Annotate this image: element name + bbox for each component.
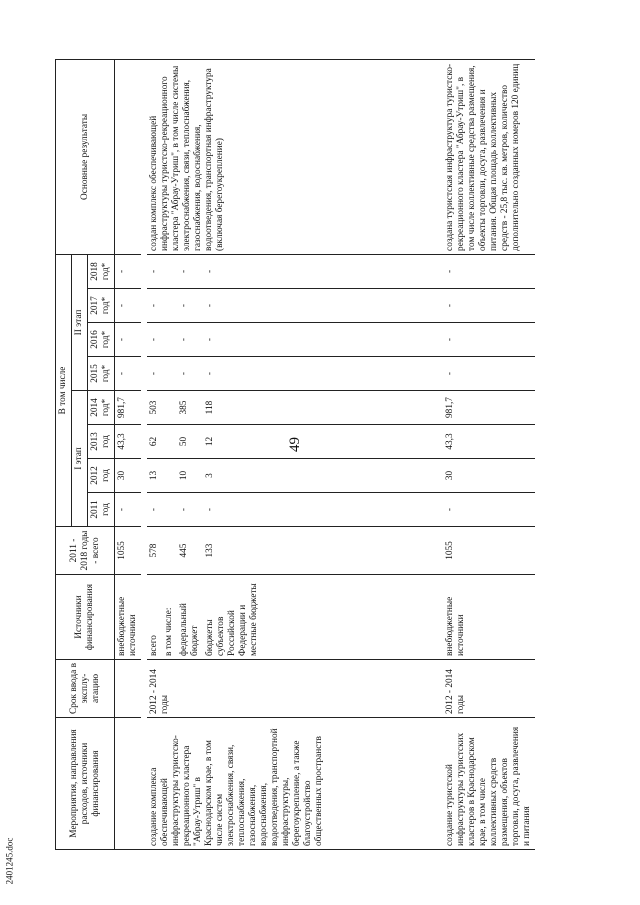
cell-measure: создание комплекса обеспечивающей инфраструктуры туристско-рекреационного кластера "Абрау-Утриш" в Краснодарском крае, в том числе систем электроснабжения, связи, теплоснабжения, газоснабжения, водоснабжения, водоотведения, транспортной инфраструктуры, берегоукрепление, а также благоустройство общественных пространств: [147, 718, 443, 850]
cell-total: 1055: [115, 527, 142, 575]
cell-term: 2012 - 2014 годы: [443, 660, 535, 718]
cell-2016: -: [177, 323, 203, 357]
cell-2015: [162, 357, 177, 391]
cell-2012: 10: [177, 459, 203, 493]
cell-source: всего: [147, 575, 162, 660]
cell-2018: -: [147, 254, 162, 288]
cell-result: создана туристская инфраструктура туристско-рекреационного кластера "Абрау-Утриш", в том числе коллективные средства размещения, объекты торговли, досуга, развлечения и питания. Общая площадь коллективных средств - 25,8 тыс. кв. метров, количество дополнительно созданных номеров 120 единиц: [443, 59, 535, 254]
cell-2011: -: [177, 493, 203, 527]
cell-source: бюджеты субъектов Российской Федерации и местные бюджеты: [203, 575, 443, 660]
header-stage-1: I этап: [72, 391, 88, 527]
header-year-2011: 2011 год: [88, 493, 115, 527]
cell-source: федеральный бюджет: [177, 575, 203, 660]
cell-2014: 981,7: [115, 391, 142, 425]
cell-measure: создание туристской инфраструктуры туристских кластеров в Краснодарском крае, в том числе коллективных средств размещения, объектов торговли, досуга, развлечения и питания: [443, 718, 535, 850]
header-year-2018: 2018 год*: [88, 254, 115, 288]
cell-result: создан комплекс обеспечивающей инфраструктуры туристско-рекреационного кластера "Абрау-Утриш", в том числе системы электроснабжения, связи, теплоснабжения, газоснабжения, водоснабжения, водоотведения, транспортная инфраструктура (включая берегоукрепление): [147, 59, 443, 254]
header-year-2014: 2014 год*: [88, 391, 115, 425]
cell-2014: 118: [203, 391, 443, 425]
cell-2013: 12: [203, 425, 443, 459]
cell-2011: -: [443, 493, 535, 527]
cell-source: в том числе:: [162, 575, 177, 660]
cell-2012: 13: [147, 459, 162, 493]
header-year-2013: 2013 год: [88, 425, 115, 459]
cell-2014: 385: [177, 391, 203, 425]
cell-2016: [162, 323, 177, 357]
cell-2015: -: [115, 357, 142, 391]
cell-2018: -: [177, 254, 203, 288]
cell-term: 2012 - 2014 годы: [147, 660, 443, 718]
header-including: В том числе: [56, 254, 72, 526]
cell-2013: 43,3: [115, 425, 142, 459]
cell-source: внебюджетные источники: [443, 575, 535, 660]
cell-2014: [162, 391, 177, 425]
cell-total: [162, 527, 177, 575]
cell-2012: 3: [203, 459, 443, 493]
cell-2016: -: [147, 323, 162, 357]
cell-2018: -: [115, 254, 142, 288]
header-total: 2011 - 2018 годы - всего: [56, 527, 115, 575]
cell-result: [115, 59, 142, 254]
header-measure: Мероприятия, направления расходов, источники финансирования: [56, 718, 115, 850]
cell-2014: 981,7: [443, 391, 535, 425]
cell-2018: [162, 254, 177, 288]
cell-2012: 30: [443, 459, 535, 493]
cell-2013: 62: [147, 425, 162, 459]
cell-2017: -: [147, 289, 162, 323]
cell-total: 1055: [443, 527, 535, 575]
cell-term: [115, 660, 142, 718]
cell-measure: [115, 718, 142, 850]
cell-2017: -: [177, 289, 203, 323]
header-term: Срок ввода в эксплу-атацию: [56, 660, 115, 718]
rotated-table-container: [55, 60, 640, 850]
header-stage-2: II этап: [72, 254, 88, 390]
header-result: Основные результаты: [56, 59, 115, 254]
document-id: 2401245.doc: [4, 837, 15, 885]
cell-2018: -: [443, 254, 535, 288]
cell-2016: -: [115, 323, 142, 357]
cell-total: 445: [177, 527, 203, 575]
cell-2015: -: [203, 357, 443, 391]
cell-2018: -: [203, 254, 443, 288]
header-year-2015: 2015 год*: [88, 357, 115, 391]
page-number: 49: [287, 437, 303, 452]
cell-2015: -: [147, 357, 162, 391]
cell-2015: -: [443, 357, 535, 391]
header-year-2012: 2012 год: [88, 459, 115, 493]
cell-2015: -: [177, 357, 203, 391]
cell-2011: -: [147, 493, 162, 527]
cell-2013: [162, 425, 177, 459]
table-row: [147, 59, 162, 849]
cell-2017: -: [203, 289, 443, 323]
cell-source: внебюджетные источники: [115, 575, 142, 660]
financing-table: [55, 59, 535, 850]
cell-2016: -: [443, 323, 535, 357]
cell-2012: 30: [115, 459, 142, 493]
header-year-2017: 2017 год*: [88, 289, 115, 323]
cell-2011: -: [115, 493, 142, 527]
cell-total: 578: [147, 527, 162, 575]
cell-2013: 50: [177, 425, 203, 459]
cell-2011: [162, 493, 177, 527]
header-source: Источники финансирования: [56, 575, 115, 660]
header-year-2016: 2016 год*: [88, 323, 115, 357]
cell-2012: [162, 459, 177, 493]
cell-2011: -: [203, 493, 443, 527]
cell-2017: [162, 289, 177, 323]
cell-2014: 503: [147, 391, 162, 425]
cell-2017: -: [115, 289, 142, 323]
table-row: [115, 59, 142, 849]
cell-2017: -: [443, 289, 535, 323]
table-row: [443, 59, 535, 849]
cell-2013: 43,3: [443, 425, 535, 459]
cell-total: 133: [203, 527, 443, 575]
cell-2016: -: [203, 323, 443, 357]
